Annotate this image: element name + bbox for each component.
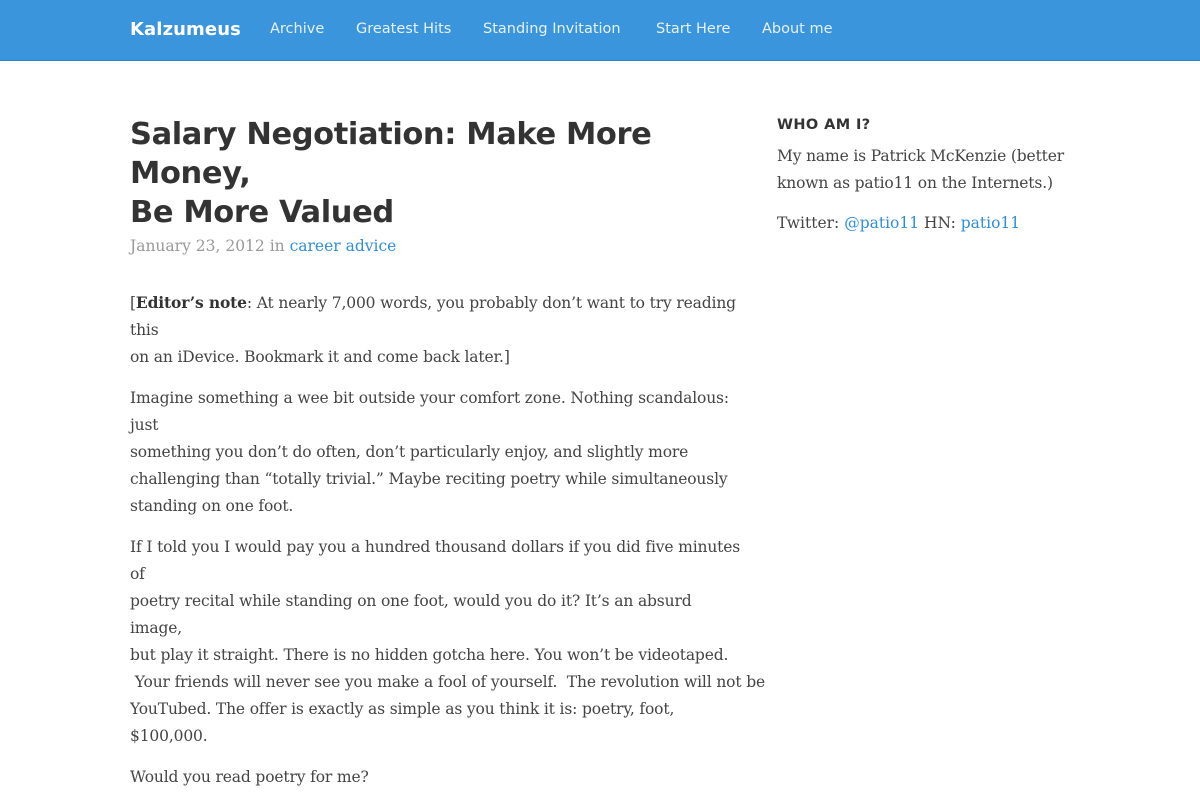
paragraph-line: YouTubed. The offer is exactly as simple as you think it is: poetry, foot, $100,000. bbox=[130, 700, 675, 745]
post-title bbox=[130, 115, 745, 232]
sidebar-social bbox=[777, 210, 1077, 237]
paragraph-offer bbox=[130, 534, 765, 750]
post-title-line-2: Be More Valued bbox=[130, 195, 394, 230]
sidebar-bio-line-1: My name is Patrick McKenzie (better bbox=[777, 147, 1065, 165]
paragraph-line: poetry recital while standing on one foot, would you do it? It’s an absurd image, bbox=[130, 592, 692, 637]
post-title-line-1: Salary Negotiation: Make More Money, bbox=[130, 117, 652, 191]
paragraph-line: Your friends will never see you make a fool of yourself. The revolution will not be bbox=[130, 673, 765, 691]
twitter-label: Twitter: bbox=[777, 214, 845, 232]
nav-link-archive[interactable]: Archive bbox=[270, 21, 325, 37]
post-date: January 23, 2012 bbox=[130, 237, 265, 255]
paragraph-line: standing on one foot. bbox=[130, 497, 294, 515]
paragraph-question: Would you read poetry for me? bbox=[130, 768, 369, 786]
post-meta-in: in bbox=[264, 237, 290, 255]
post-content bbox=[130, 289, 765, 791]
editors-note-line-2: on an iDevice. Bookmark it and come back later.] bbox=[130, 348, 510, 366]
paragraph-line: but play it straight. There is no hidden gotcha here. You won’t be videotaped. bbox=[130, 646, 729, 664]
nav-link-greatest-hits[interactable]: Greatest Hits bbox=[356, 21, 452, 37]
post-meta bbox=[130, 236, 745, 256]
category-link[interactable]: career advice bbox=[289, 237, 397, 255]
article bbox=[130, 115, 765, 805]
sidebar-bio bbox=[777, 143, 1077, 197]
sidebar-bio-line-2: known as patio11 on the Internets.) bbox=[777, 174, 1053, 192]
hn-label: HN: bbox=[919, 214, 961, 232]
nav-link-standing-invitation[interactable]: Standing Invitation bbox=[483, 21, 621, 37]
editors-note-label: Editor’s note bbox=[135, 293, 247, 312]
paragraph-line: If I told you I would pay you a hundred thousand dollars if you did five minutes of bbox=[130, 538, 741, 583]
sidebar-heading: WHO AM I? bbox=[777, 117, 871, 133]
paragraph-line: challenging than “totally trivial.” Maybe reciting poetry while simultaneously bbox=[130, 470, 728, 488]
hn-link[interactable]: patio11 bbox=[960, 214, 1021, 232]
bracket-open: [ bbox=[130, 294, 136, 312]
paragraph-line: something you don’t do often, don’t particularly enjoy, and slightly more bbox=[130, 443, 689, 461]
site-brand-link[interactable]: Kalzumeus bbox=[130, 19, 241, 40]
editors-note-paragraph bbox=[130, 289, 745, 371]
paragraph-line: Imagine something a wee bit outside your comfort zone. Nothing scandalous: just bbox=[130, 389, 729, 434]
top-navbar bbox=[0, 0, 1200, 61]
editors-note-line-1: : At nearly 7,000 words, you probably don’t want to try reading this bbox=[130, 294, 736, 339]
sidebar bbox=[777, 116, 1077, 237]
paragraph-comfort-zone bbox=[130, 385, 745, 520]
twitter-link[interactable]: @patio11 bbox=[844, 214, 920, 232]
nav-link-start-here[interactable]: Start Here bbox=[656, 21, 731, 37]
nav-link-about-me[interactable]: About me bbox=[762, 21, 833, 37]
